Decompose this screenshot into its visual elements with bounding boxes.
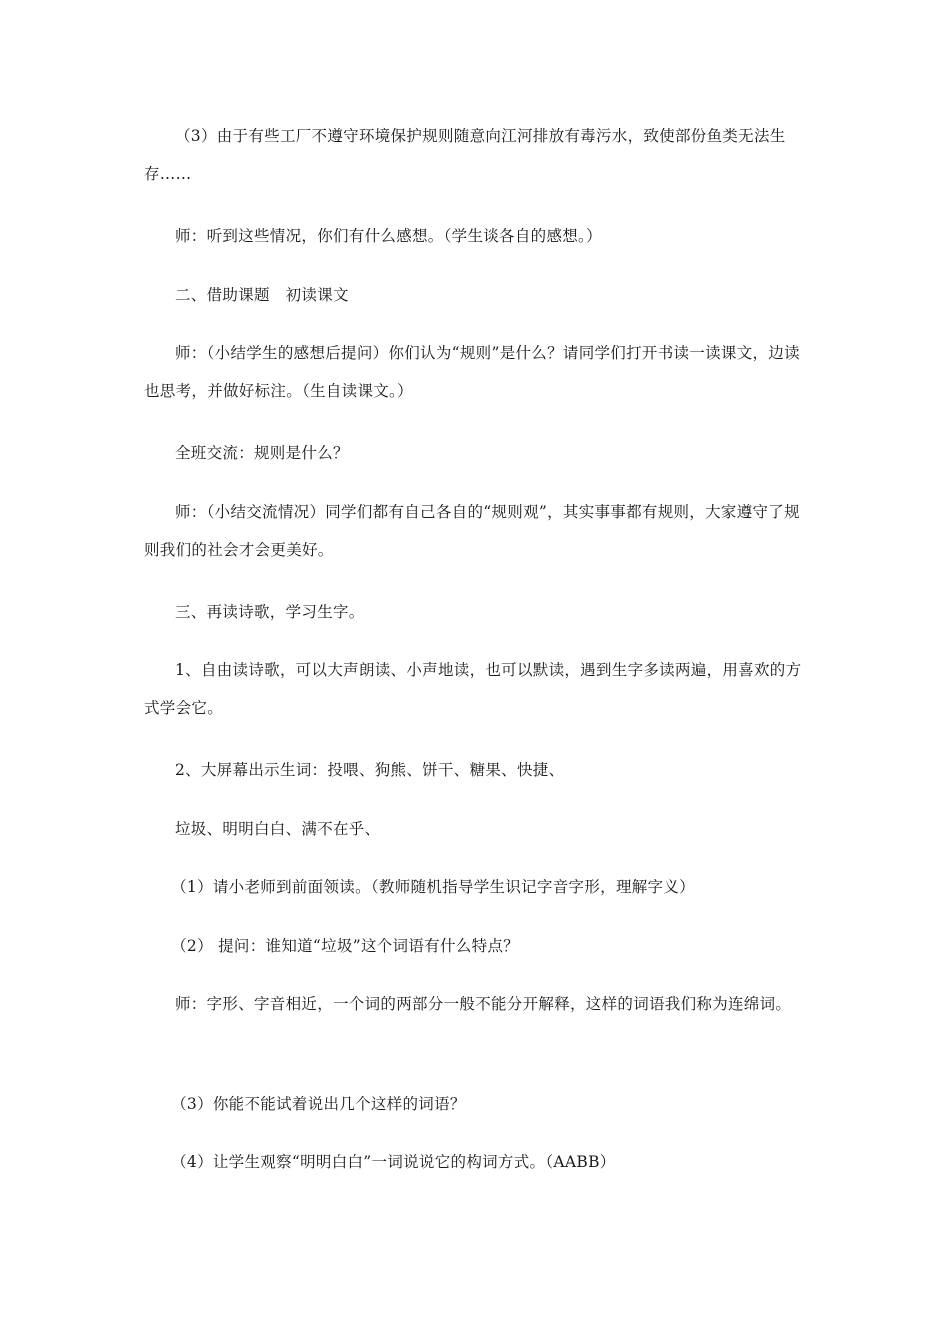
paragraph-step-1: （1）请小老师到前面领读。（教师随机指导学生识记字音字形，理解字义） — [171, 878, 695, 896]
paragraph-what-is-rule: 师：（小结学生的感想后提问）你们认为“规则”是什么？请同学们打开书读一读课文，边读也思考，并做好标注。（生自读课文。） — [144, 344, 800, 400]
paragraph-factory-pollution: （3）由于有些工厂不遵守环境保护规则随意向江河排放有毒污水，致使部份鱼类无法生存…… — [144, 127, 786, 183]
paragraph-new-words-cont: 垃圾、明明白白、满不在乎、 — [175, 820, 381, 838]
paragraph-step-3: （3）你能不能试着说出几个这样的词语？ — [171, 1095, 466, 1113]
paragraph-class-exchange: 全班交流：规则是什么？ — [175, 444, 349, 462]
section-heading-2: 二、借助课题 初读课文 — [175, 286, 349, 304]
paragraph-new-words: 2、大屏幕出示生词：投喂、狗熊、饼干、糖果、快捷、 — [175, 761, 565, 779]
paragraph-lianmian-word: 师：字形、字音相近，一个词的两部分一般不能分开解释，这样的词语我们称为连绵词。 — [175, 995, 792, 1013]
paragraph-rule-view: 师：（小结交流情况）同学们都有自己各自的“规则观”，其实事事都有规则，大家遵守了规则我们的社会才会更美好。 — [144, 503, 800, 559]
paragraph-step-2: （2） 提问：谁知道“垃圾”这个词语有什么特点？ — [171, 937, 519, 955]
paragraph-free-reading: 1、自由读诗歌，可以大声朗读、小声地读，也可以默读，遇到生字多读两遍，用喜欢的方式学会它。 — [144, 661, 802, 717]
paragraph-step-4: （4）让学生观察“明明白白”一词说说它的构词方式。（AABB） — [171, 1153, 616, 1171]
section-heading-3: 三、再读诗歌，学习生字。 — [175, 603, 365, 621]
paragraph-teacher-feelings: 师：听到这些情况，你们有什么感想。（学生谈各自的感想。） — [175, 227, 602, 245]
